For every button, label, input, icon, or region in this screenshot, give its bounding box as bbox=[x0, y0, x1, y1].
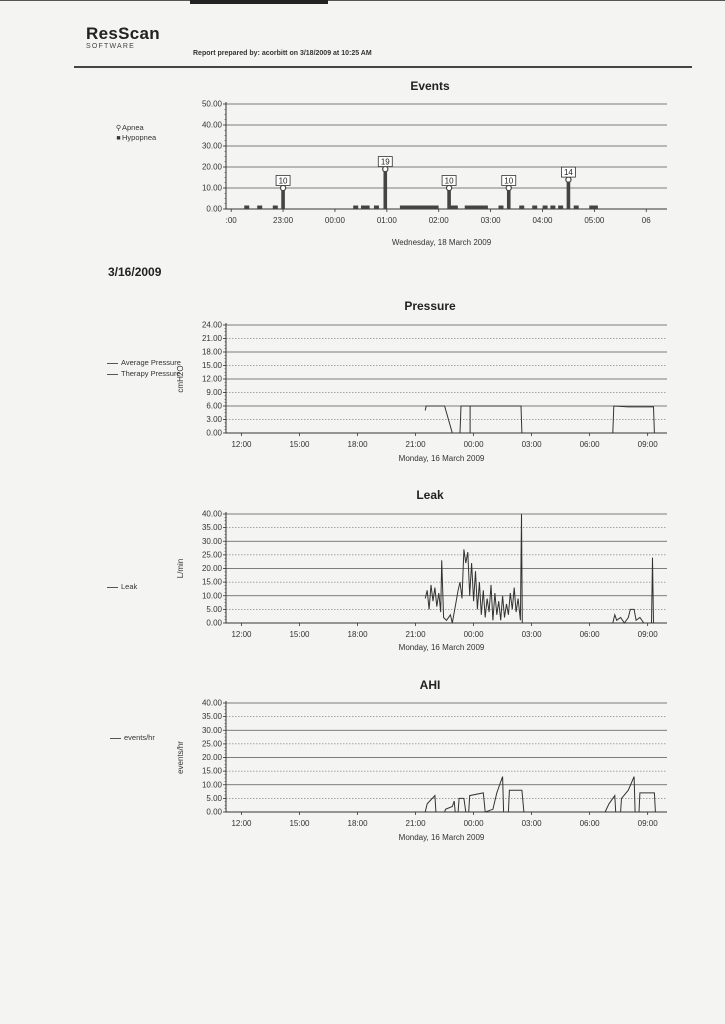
events-x-tick-label: 23:00 bbox=[273, 216, 294, 225]
leak-y-axis-title: L/min bbox=[176, 558, 185, 579]
leak-y-tick-label: 15.00 bbox=[201, 577, 222, 587]
leak-x-axis-title: Monday, 16 March 2009 bbox=[398, 643, 485, 652]
ahi-x-tick-label: 00:00 bbox=[463, 819, 484, 828]
hypopnea-marker bbox=[244, 206, 249, 210]
pin-icon: ⚲ bbox=[115, 125, 122, 132]
ahi-x-tick-label: 21:00 bbox=[405, 819, 426, 828]
leak-x-tick-label: 00:00 bbox=[463, 630, 484, 639]
pressure-x-tick-label: 18:00 bbox=[347, 440, 368, 449]
apnea-count-label: 10 bbox=[278, 176, 288, 186]
pressure-y-tick-label: 15.00 bbox=[201, 361, 222, 370]
events-x-tick-label: :00 bbox=[225, 216, 237, 225]
events-y-tick-label: 0.00 bbox=[206, 204, 222, 214]
events-x-axis-title: Wednesday, 18 March 2009 bbox=[391, 238, 492, 247]
hypopnea-marker bbox=[519, 206, 524, 210]
hypopnea-marker bbox=[353, 206, 358, 210]
pressure-x-tick-label: 21:00 bbox=[405, 440, 426, 449]
events-x-tick-label: 02:00 bbox=[428, 216, 449, 225]
apnea-bar bbox=[383, 169, 387, 209]
hypopnea-marker bbox=[543, 206, 548, 210]
ahi-chart-title: AHI bbox=[419, 678, 441, 692]
legend-average-pressure: Average Pressure bbox=[107, 358, 159, 367]
legend-leak: Leak bbox=[107, 582, 137, 591]
legend-therapy-pressure: Therapy Pressure bbox=[107, 369, 159, 378]
pressure-y-tick-label: 3.00 bbox=[206, 415, 222, 424]
pressure-x-tick-label: 09:00 bbox=[637, 440, 658, 449]
report-prepared-by: Report prepared by: acorbitt on 3/18/2009 at 10:25 AM bbox=[193, 50, 372, 57]
hypopnea-marker bbox=[365, 206, 370, 210]
pressure-y-tick-label: 9.00 bbox=[206, 388, 222, 397]
ahi-y-tick-label: 40.00 bbox=[201, 698, 222, 708]
pressure-y-tick-label: 21.00 bbox=[201, 334, 222, 343]
hypopnea-marker bbox=[550, 206, 555, 210]
hypopnea-marker bbox=[483, 206, 488, 210]
ahi-series-line bbox=[425, 777, 655, 812]
pressure-y-tick-label: 12.00 bbox=[201, 374, 222, 384]
apnea-pin-head bbox=[566, 177, 571, 182]
pressure-x-axis-title: Monday, 16 March 2009 bbox=[398, 454, 485, 463]
leak-x-tick-label: 21:00 bbox=[405, 630, 426, 639]
pressure-x-tick-label: 03:00 bbox=[521, 440, 542, 449]
events-x-tick-label: 04:00 bbox=[532, 216, 553, 225]
ahi-y-tick-label: 15.00 bbox=[201, 766, 222, 776]
pressure-x-tick-label: 15:00 bbox=[289, 440, 310, 449]
logo-sub-text: SOFTWARE bbox=[86, 43, 136, 50]
logo-main-text: ResScan bbox=[86, 24, 160, 43]
pressure-x-tick-label: 06:00 bbox=[579, 440, 600, 449]
leak-x-tick-label: 15:00 bbox=[289, 630, 310, 639]
events-y-tick-label: 10.00 bbox=[201, 183, 222, 193]
legend-apnea: ⚲Apnea bbox=[115, 123, 144, 132]
hypopnea-marker bbox=[453, 206, 458, 210]
ahi-y-tick-label: 20.00 bbox=[201, 753, 222, 762]
events-x-tick-label: 03:00 bbox=[480, 216, 501, 225]
ahi-y-tick-label: 25.00 bbox=[201, 739, 222, 749]
pressure-y-tick-label: 6.00 bbox=[206, 401, 222, 411]
events-x-tick-label: 01:00 bbox=[376, 216, 397, 225]
ahi-y-tick-label: 35.00 bbox=[201, 712, 222, 722]
apnea-count-label: 14 bbox=[563, 168, 573, 178]
ahi-x-tick-label: 09:00 bbox=[637, 819, 658, 828]
session-date-heading: 3/16/2009 bbox=[108, 265, 162, 279]
events-chart-title: Events bbox=[410, 79, 450, 93]
hypopnea-marker bbox=[558, 206, 563, 210]
ahi-y-tick-label: 30.00 bbox=[201, 725, 222, 735]
leak-y-tick-label: 10.00 bbox=[201, 591, 222, 601]
hypopnea-marker bbox=[273, 206, 278, 210]
legend-hypopnea: ■Hypopnea bbox=[116, 133, 157, 142]
ahi-y-tick-label: 5.00 bbox=[206, 793, 222, 803]
apnea-pin-head bbox=[383, 167, 388, 172]
ahi-y-tick-label: 0.00 bbox=[206, 807, 222, 817]
events-y-tick-label: 30.00 bbox=[201, 141, 222, 151]
events-x-tick-label: 05:00 bbox=[584, 216, 605, 225]
pressure-y-axis-title: cmH2O bbox=[176, 365, 185, 393]
legend-events-per-hour: events/hr bbox=[110, 733, 155, 742]
hypopnea-marker bbox=[434, 206, 439, 210]
apnea-pin-head bbox=[280, 185, 285, 190]
hypopnea-marker bbox=[593, 206, 598, 210]
pressure-x-tick-label: 12:00 bbox=[231, 440, 252, 449]
leak-y-tick-label: 0.00 bbox=[206, 618, 222, 628]
ahi-x-tick-label: 06:00 bbox=[579, 819, 600, 828]
ahi-y-axis-title: events/hr bbox=[176, 741, 185, 774]
ahi-x-tick-label: 12:00 bbox=[231, 819, 252, 828]
pressure-y-tick-label: 18.00 bbox=[201, 347, 222, 357]
ahi-x-axis-title: Monday, 16 March 2009 bbox=[398, 833, 485, 842]
pressure-y-tick-label: 0.00 bbox=[206, 428, 222, 438]
leak-x-tick-label: 06:00 bbox=[579, 630, 600, 639]
leak-x-tick-label: 12:00 bbox=[231, 630, 252, 639]
ahi-x-tick-label: 18:00 bbox=[347, 819, 368, 828]
events-x-tick-label: 00:00 bbox=[324, 216, 345, 225]
leak-y-tick-label: 35.00 bbox=[201, 523, 222, 533]
hypopnea-marker bbox=[429, 206, 434, 210]
events-y-tick-label: 50.00 bbox=[201, 99, 222, 109]
apnea-count-label: 10 bbox=[444, 176, 454, 186]
hypopnea-marker bbox=[532, 206, 537, 210]
apnea-pin-head bbox=[446, 185, 451, 190]
ahi-y-tick-label: 10.00 bbox=[201, 780, 222, 790]
apnea-count-label: 10 bbox=[504, 176, 514, 186]
apnea-bar bbox=[567, 180, 571, 209]
pressure-x-tick-label: 00:00 bbox=[463, 440, 484, 449]
leak-y-tick-label: 30.00 bbox=[201, 536, 222, 546]
ahi-x-tick-label: 03:00 bbox=[521, 819, 542, 828]
events-y-tick-label: 20.00 bbox=[201, 162, 222, 172]
leak-y-tick-label: 25.00 bbox=[201, 550, 222, 560]
hypopnea-marker bbox=[257, 206, 262, 210]
square-icon: ■ bbox=[116, 135, 121, 142]
leak-chart-title: Leak bbox=[416, 488, 444, 502]
hypopnea-marker bbox=[574, 206, 579, 210]
leak-y-tick-label: 20.00 bbox=[201, 564, 222, 573]
leak-x-tick-label: 09:00 bbox=[637, 630, 658, 639]
leak-y-tick-label: 5.00 bbox=[206, 604, 222, 614]
leak-y-tick-label: 40.00 bbox=[201, 509, 222, 519]
leak-x-tick-label: 03:00 bbox=[521, 630, 542, 639]
events-y-tick-label: 40.00 bbox=[201, 120, 222, 130]
ahi-x-tick-label: 15:00 bbox=[289, 819, 310, 828]
hypopnea-marker bbox=[498, 206, 503, 210]
pressure-y-tick-label: 24.00 bbox=[201, 320, 222, 330]
hypopnea-marker bbox=[374, 206, 379, 210]
leak-x-tick-label: 18:00 bbox=[347, 630, 368, 639]
pressure-chart-title: Pressure bbox=[404, 299, 456, 313]
apnea-pin-head bbox=[506, 185, 511, 190]
apnea-count-label: 19 bbox=[380, 157, 390, 167]
events-x-tick-label: 06 bbox=[641, 216, 651, 225]
